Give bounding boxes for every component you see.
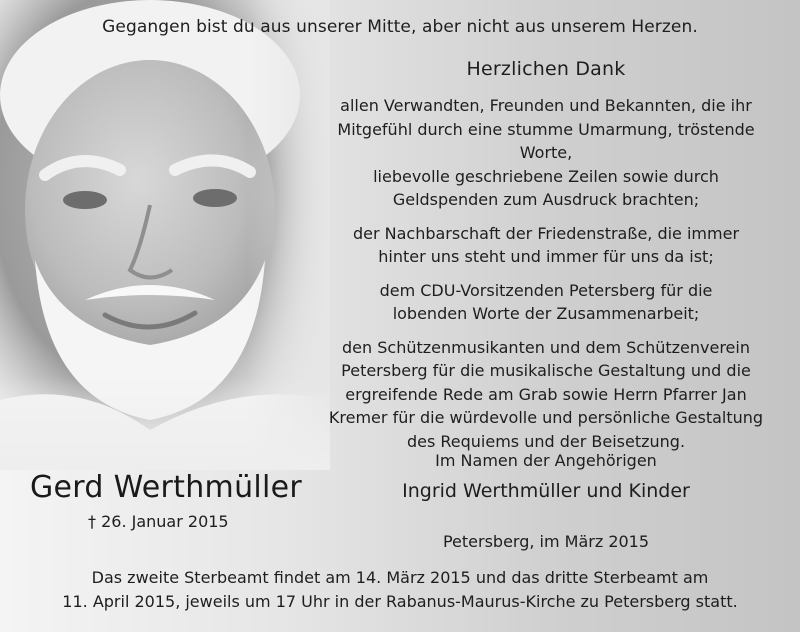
thanks-paragraph: den Schützenmusikanten und dem Schützenverein Petersberg für die musikalische Gestaltung und die ergreifende Rede am Grab sowie Herrn Pfarrer Jan Kremer für die würdevolle und persönliche Gestaltung des Requiems und der Beisetzung. [328, 337, 764, 451]
thanks-paragraph: der Nachbarschaft der Friedenstraße, die immer hinter uns steht und immer für uns da ist; [352, 223, 740, 266]
deceased-name: Gerd Werthmüller [30, 470, 303, 505]
signoff-label: Im Namen der Angehörigen [435, 451, 657, 470]
thanks-paragraph: allen Verwandten, Freunden und Bekannten, die ihr Mitgefühl durch eine stumme Umarmung, tröstende Worte, liebevolle geschriebene Zeilen sowie durch Geldspenden zum Ausdruck brachten; [337, 96, 755, 209]
place-date: Petersberg, im März 2015 [442, 532, 650, 551]
portrait-photo [0, 0, 330, 470]
footer-notice: Das zweite Sterbeamt findet am 14. März 2015 und das dritte Sterbeamt am 11. April 2015, jeweils um 17 Uhr in der Rabanus-Maurus-Kirche zu Petersberg statt. [62, 568, 738, 611]
portrait-illustration [0, 0, 330, 470]
thanks-section [326, 58, 766, 463]
thanks-title: Herzlichen Dank [466, 58, 626, 80]
thanks-paragraph: dem CDU-Vorsitzenden Petersberg für die lobenden Worte der Zusammenarbeit; [379, 280, 713, 323]
signoff-names: Ingrid Werthmüller und Kinder [402, 480, 690, 502]
death-date: † 26. Januar 2015 [88, 512, 229, 531]
motto-line: Gegangen bist du aus unserer Mitte, aber nicht aus unserem Herzen. [102, 17, 698, 37]
